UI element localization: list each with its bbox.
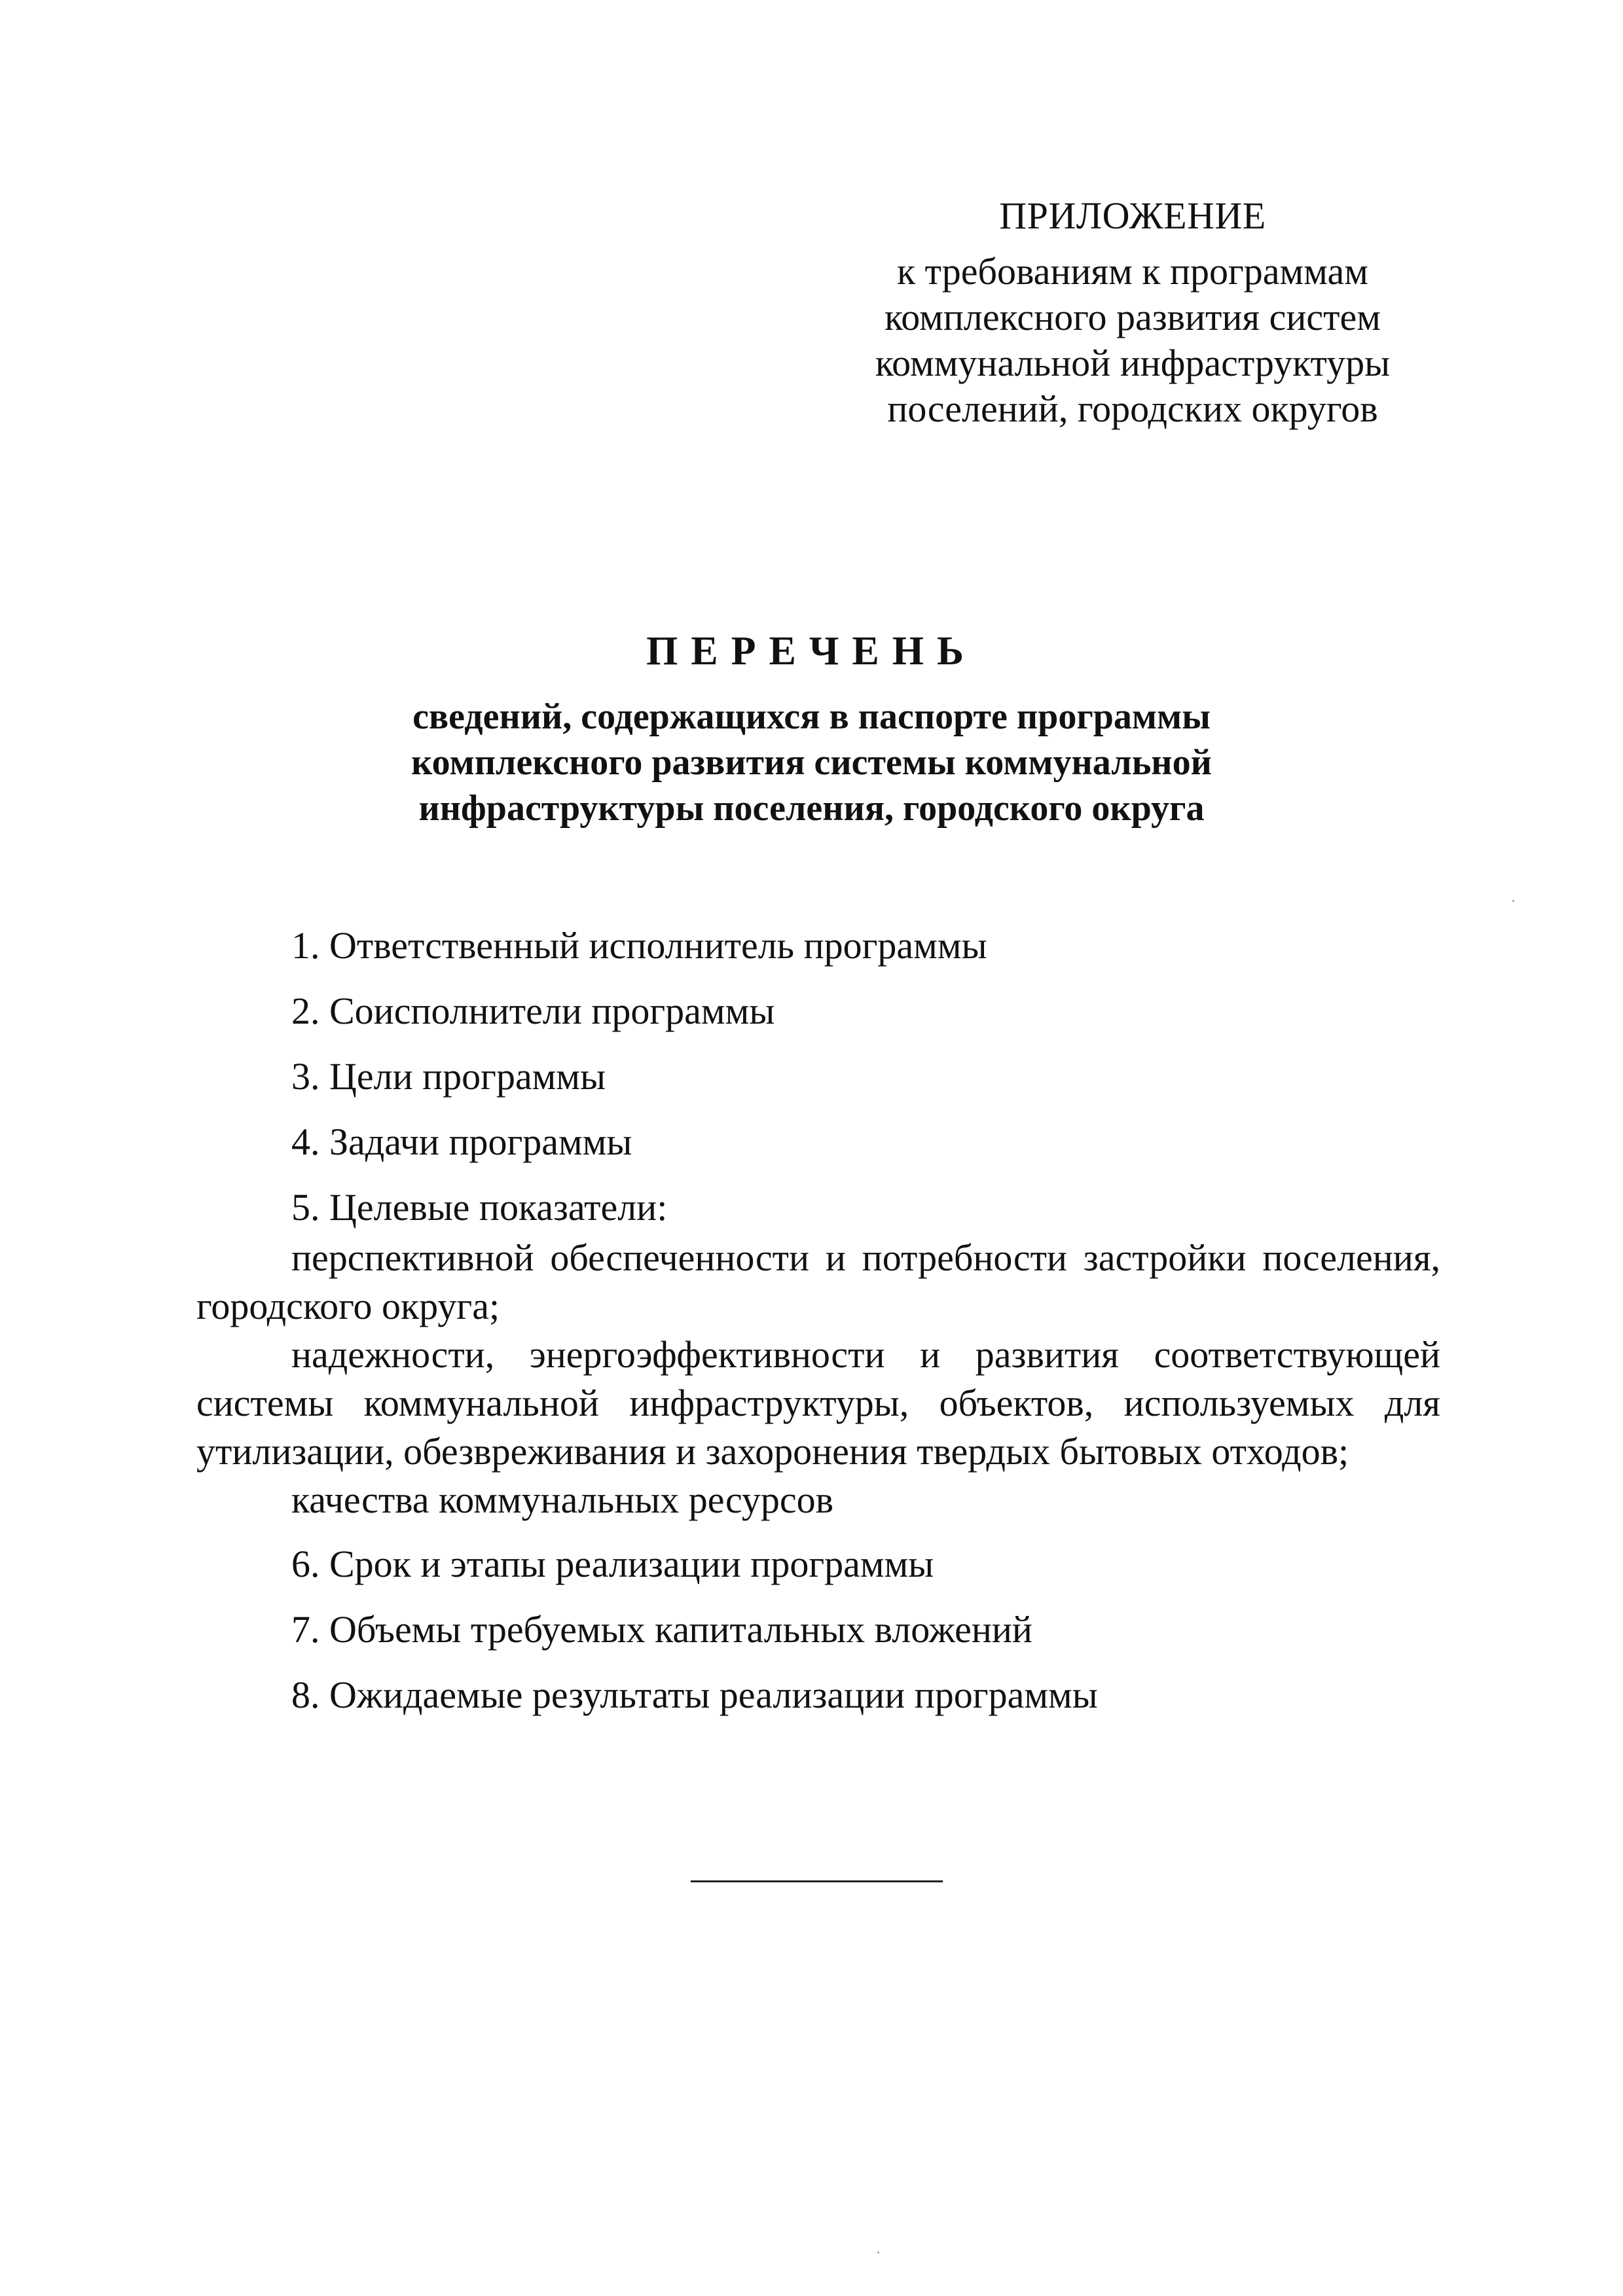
list-item-8: 8. Ожидаемые результаты реализации программы (291, 1674, 1098, 1716)
closing-rule (691, 1880, 943, 1882)
document-title: ПЕРЕЧЕНЬ (646, 629, 977, 673)
subtitle-line: комплексного развития системы коммунальной (411, 742, 1212, 783)
appendix-line: коммунальной инфраструктуры (875, 342, 1391, 384)
list-item-2: 2. Соисполнители программы (291, 990, 775, 1032)
indicator-paragraph: надежности, энергоэффективности и развития соответствующей системы коммунальной инфраструктуры, объектов, используемых для утилизации, обезвреживания и захоронения твердых бытовых отходов; (196, 1333, 1440, 1473)
list-item-6: 6. Срок и этапы реализации программы (291, 1543, 934, 1585)
indicator-paragraph: качества коммунальных ресурсов (291, 1479, 834, 1521)
scan-speck (877, 2251, 879, 2253)
appendix-line: комплексного развития систем (884, 296, 1381, 338)
list-item-5: 5. Целевые показатели: (291, 1186, 668, 1229)
subtitle-line: инфраструктуры поселения, городского округа (418, 788, 1205, 829)
list-item-4: 4. Задачи программы (291, 1121, 632, 1163)
subtitle-line: сведений, содержащихся в паспорте программы (412, 696, 1211, 737)
list-item-3: 3. Цели программы (291, 1055, 606, 1098)
indicator-paragraph: перспективной обеспеченности и потребности застройки поселения, городского округа; (196, 1236, 1440, 1327)
document-subtitle (0, 694, 1623, 831)
appendix-line: поселений, городских округов (887, 387, 1378, 430)
list-item-7: 7. Объемы требуемых капитальных вложений (291, 1608, 1032, 1651)
scan-speck (1512, 900, 1514, 902)
appendix-line: к требованиям к программам (896, 250, 1368, 293)
list-item-1: 1. Ответственный исполнитель программы (291, 924, 987, 967)
appendix-subtitle (805, 249, 1460, 432)
appendix-title: ПРИЛОЖЕНИЕ (999, 194, 1266, 237)
